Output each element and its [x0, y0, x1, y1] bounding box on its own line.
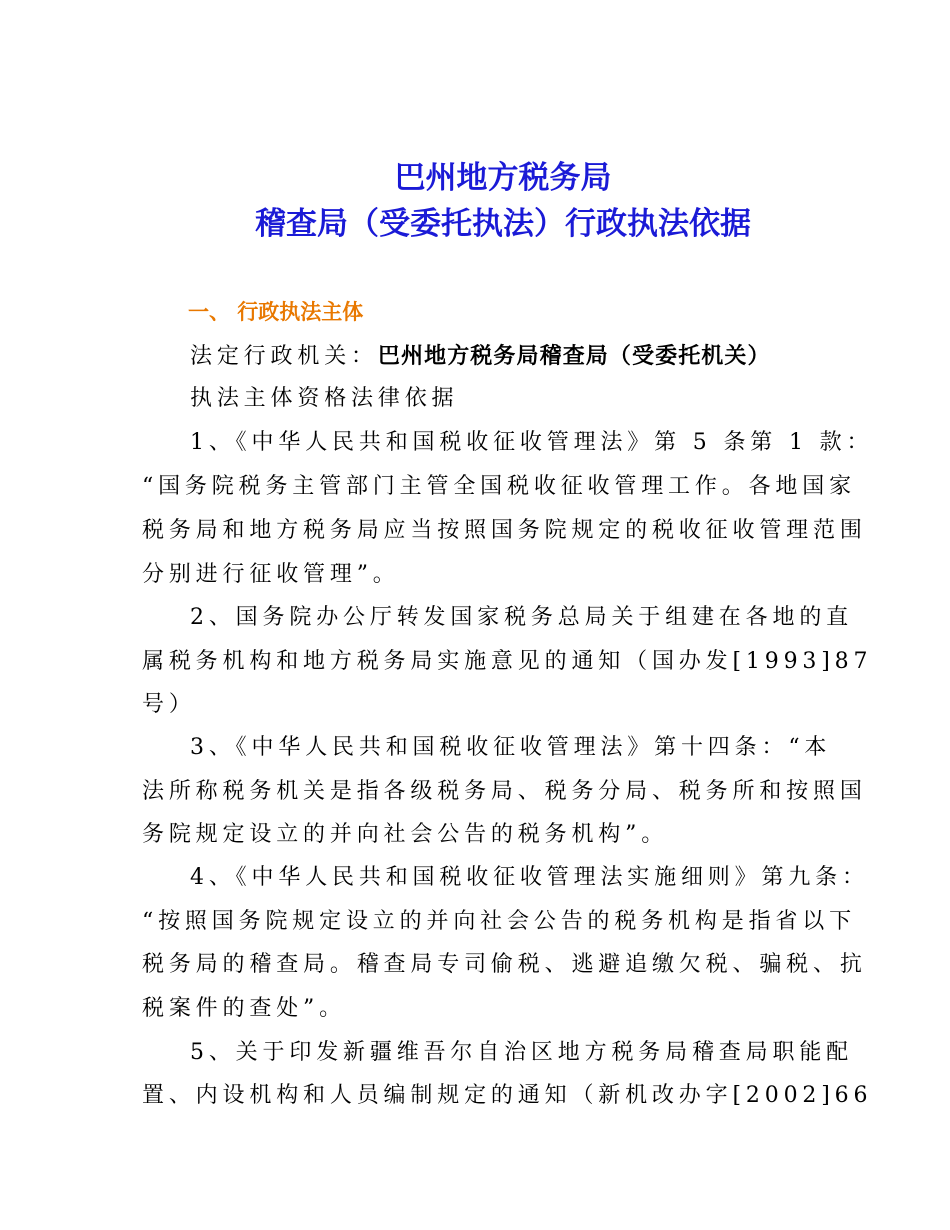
document-title-line-2: 稽查局（受委托执法）行政执法依据: [255, 206, 751, 242]
item-4-line-1: 4、《中华人民共和国税收征收管理法实施细则》第九条：: [190, 865, 869, 890]
item-1-line-3: 税务局和地方税务局应当按照国务院规定的税收征收管理范围: [142, 518, 867, 543]
item-4-line-4: 税案件的查处”。: [142, 996, 346, 1021]
section-heading: 一、 行政执法主体: [188, 300, 364, 324]
document-title-line-1: 巴州地方税务局: [394, 160, 612, 196]
legal-authority-line: [190, 340, 771, 374]
item-5-line-1: 5、关于印发新疆维吾尔自治区地方税务局稽查局职能配: [190, 1040, 853, 1065]
legal-authority-label: 法定行政机关：: [190, 344, 378, 369]
item-2-line-3: 号）: [142, 692, 196, 717]
item-1-line-4: 分别进行征收管理”。: [142, 562, 400, 587]
basis-heading: 执法主体资格法律依据: [190, 386, 459, 411]
item-3-line-2: 法所称税务机关是指各级税务局、税务分局、税务所和按照国: [142, 779, 867, 804]
legal-authority-value: 巴州地方税务局稽查局（受委托机关）: [377, 344, 771, 369]
item-1-line-2: “国务院税务主管部门主管全国税收征收管理工作。各地国家: [142, 474, 856, 499]
item-1-line-1: 1、《中华人民共和国税收征收管理法》第 5 条第 1 款：: [190, 430, 874, 455]
item-4-line-3: 税务局的稽查局。稽查局专司偷税、逃避追缴欠税、骗税、抗: [142, 952, 867, 977]
item-3-line-3: 务院规定设立的并向社会公告的税务机构”。: [142, 822, 669, 847]
item-2-line-1: 2、国务院办公厅转发国家税务总局关于组建在各地的直: [190, 605, 853, 630]
item-3-line-1: 3、《中华人民共和国税收征收管理法》第十四条：“本: [190, 735, 832, 760]
item-5-line-2: 置、内设机构和人员编制规定的通知（新机改办字[2002]66: [142, 1083, 873, 1108]
item-2-line-2: 属税务机构和地方税务局实施意见的通知（国办发[1993]87: [142, 649, 873, 674]
item-4-line-2: “按照国务院规定设立的并向社会公告的税务机构是指省以下: [142, 909, 856, 934]
